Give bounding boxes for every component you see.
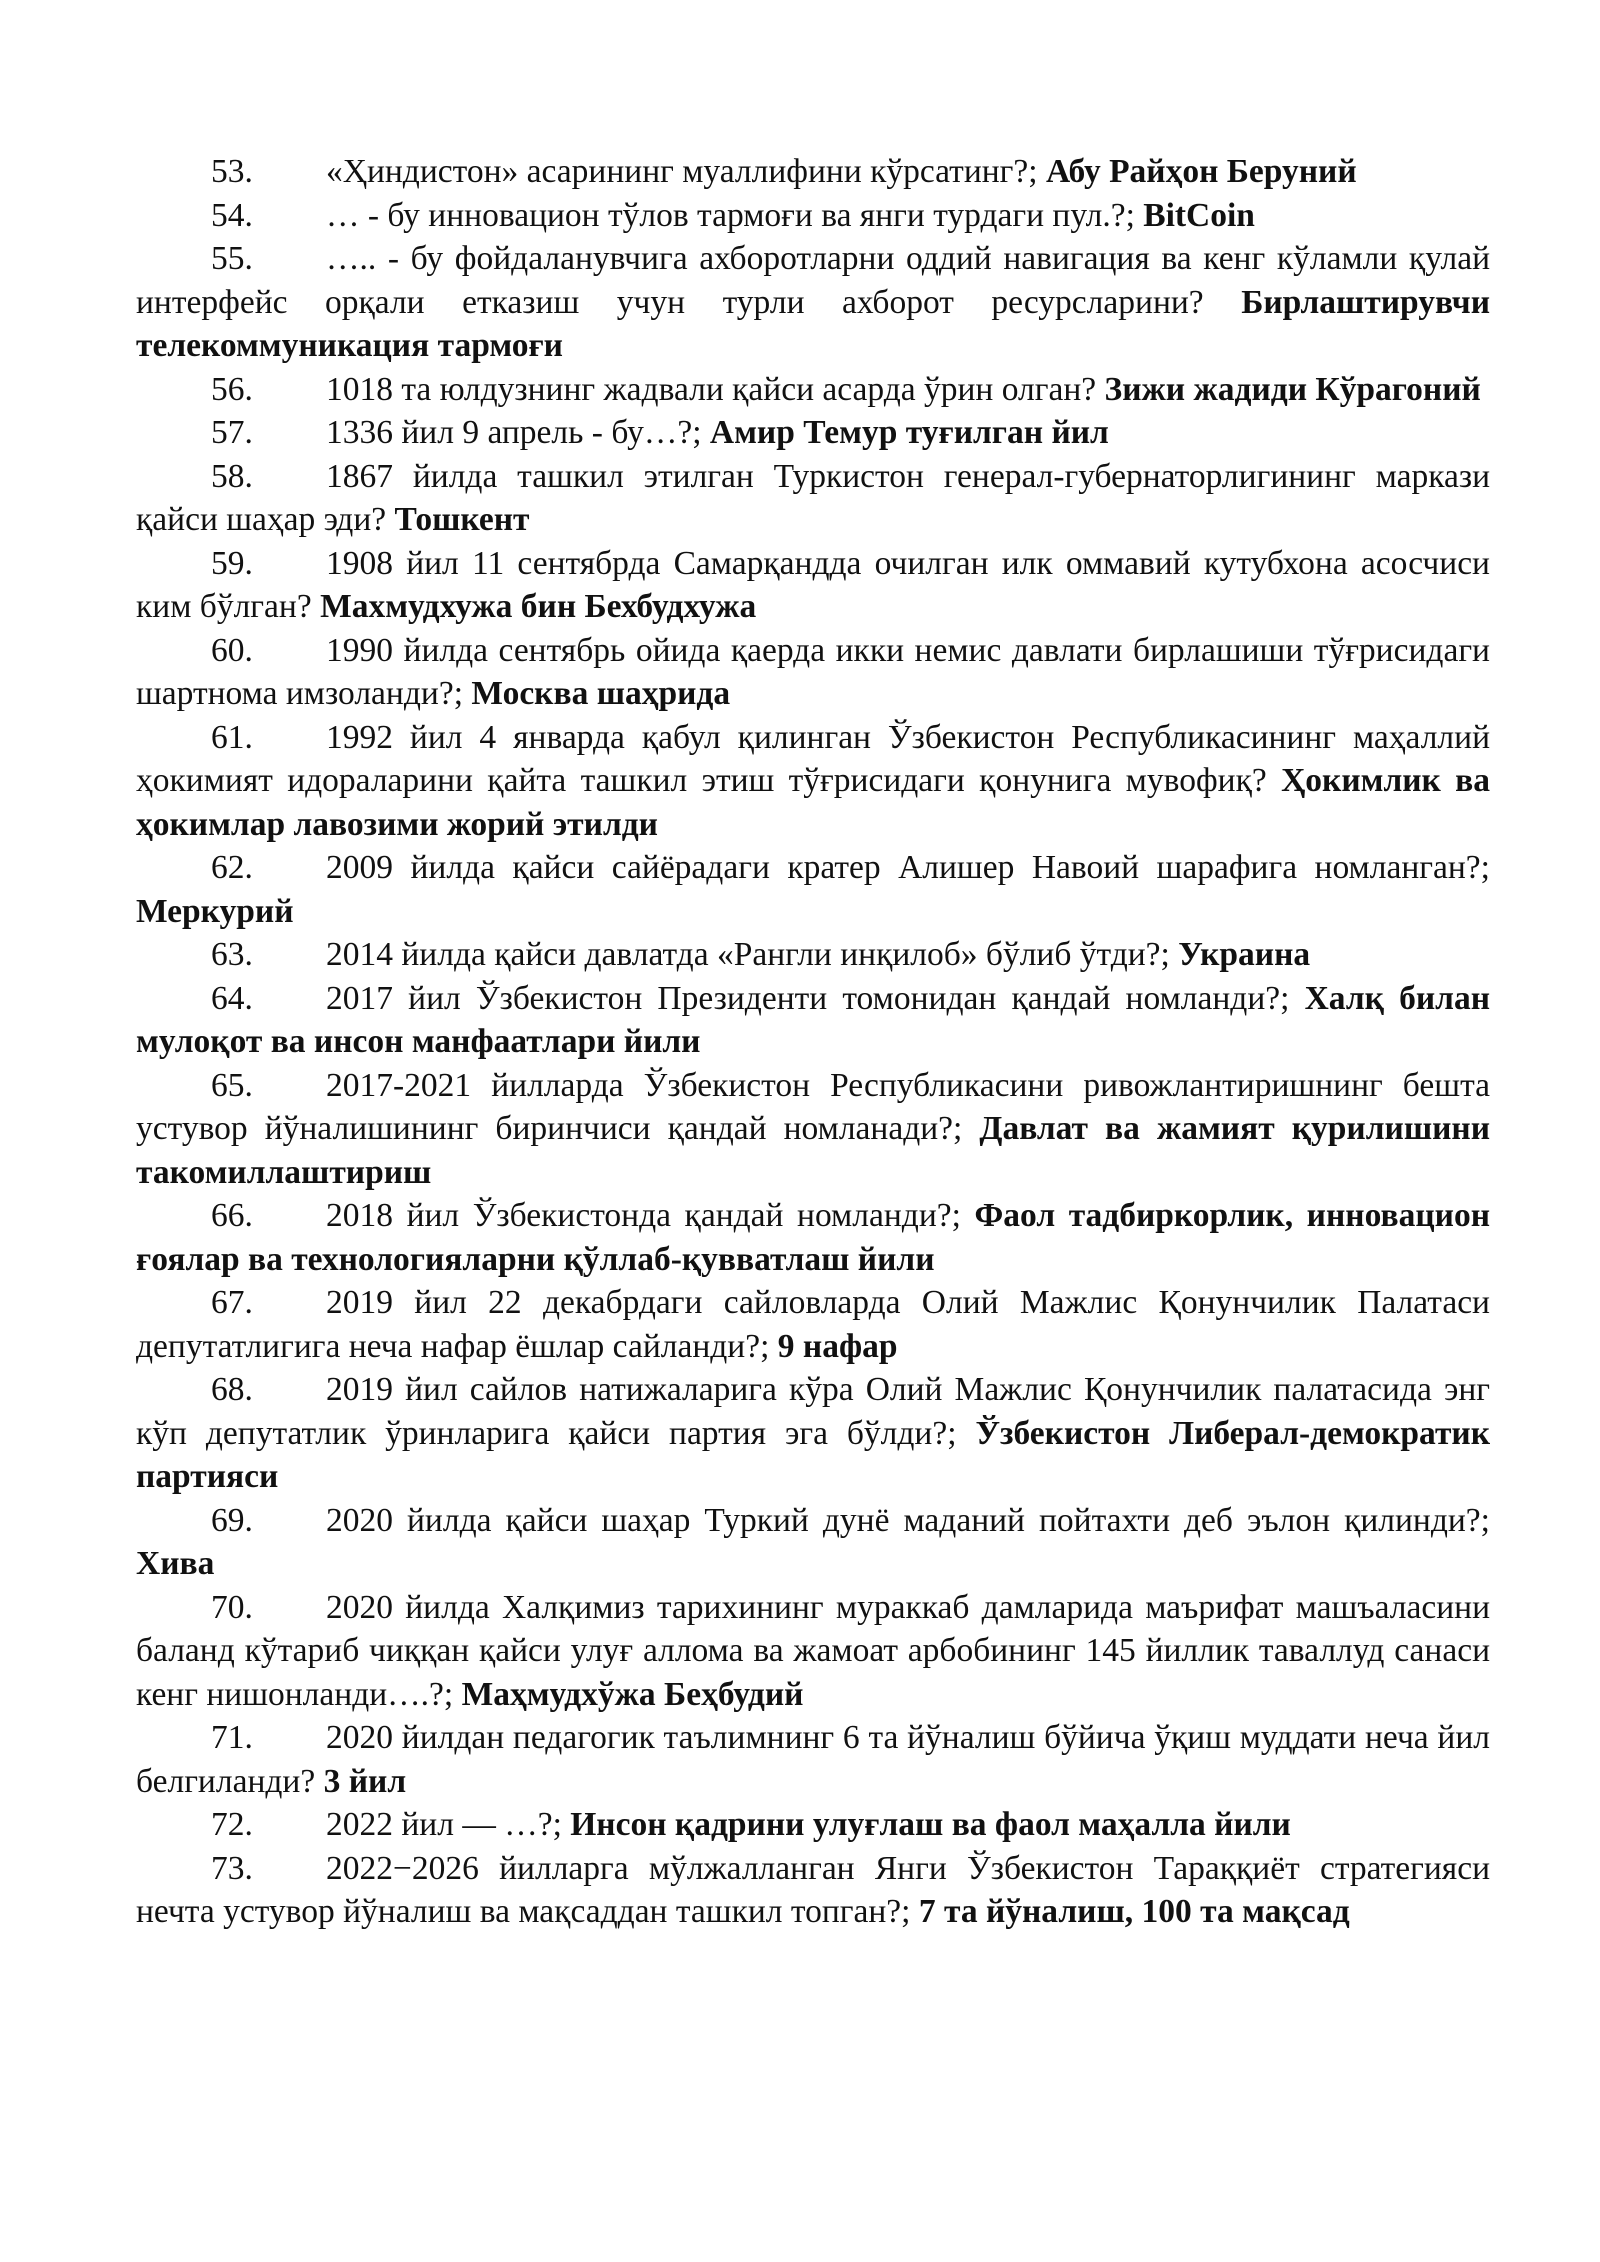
item-question: 2009 йилда қайси сайёрадаги кратер Алишер Навоий шарафига номланган?; bbox=[326, 849, 1490, 886]
list-item bbox=[136, 716, 1490, 847]
list-item bbox=[136, 411, 1490, 455]
list-item bbox=[136, 1803, 1490, 1847]
item-number: 53. bbox=[211, 153, 253, 190]
item-number: 61. bbox=[211, 718, 253, 756]
item-number: 73. bbox=[211, 1849, 253, 1887]
item-question: 1018 та юлдузнинг жадвали қайси асарда ўрин олган? bbox=[326, 370, 1097, 408]
item-number: 70. bbox=[211, 1588, 253, 1626]
item-answer: Зижи жадиди Кўрагоний bbox=[1104, 370, 1481, 408]
list-item bbox=[136, 1716, 1490, 1803]
item-number: 69. bbox=[211, 1501, 253, 1539]
item-number: 57. bbox=[211, 414, 253, 451]
item-number: 63. bbox=[211, 936, 253, 973]
list-item bbox=[136, 1064, 1490, 1195]
list-item bbox=[136, 194, 1490, 238]
item-answer: Хива bbox=[136, 1545, 215, 1582]
item-answer: Бирлаштирувчи телекоммуникация тармоғи bbox=[136, 283, 1490, 364]
item-answer: Амир Темур туғилган йил bbox=[709, 414, 1109, 451]
item-number: 60. bbox=[211, 631, 253, 669]
item-question: 2020 йилда қайси шаҳар Туркий дунё маданий пойтахти деб эълон қилинди?; bbox=[326, 1501, 1490, 1539]
item-question: 2020 йилдан педагогик таълимнинг 6 та йўналиш бўйича ўқиш муддати неча йил белгиланди? bbox=[136, 1719, 1490, 1800]
list-item bbox=[136, 1847, 1490, 1934]
item-question: 2018 йил Ўзбекистонда қандай номланди?; bbox=[326, 1197, 961, 1234]
item-question: 1336 йил 9 апрель - бу…?; bbox=[326, 414, 702, 451]
item-question: 1990 йилда сентябрь ойида қаерда икки немис давлати бирлашиши тўғрисидаги шартнома имзоланди?; bbox=[136, 631, 1490, 712]
item-answer: Халқ билан мулоқот ва инсон манфаатлари йили bbox=[136, 979, 1490, 1060]
list-item bbox=[136, 542, 1490, 629]
item-number: 66. bbox=[211, 1197, 253, 1234]
item-question: 2019 йил сайлов натижаларига кўра Олий Мажлис Қонунчилик палатасида энг кўп депутатлик ўринларига қайси партия эга бўлди?; bbox=[136, 1371, 1490, 1452]
item-question: 2022−2026 йилларга мўлжалланган Янги Ўзбекистон Тараққиёт стратегияси нечта устувор йўналиш ва мақсаддан ташкил топган?; bbox=[136, 1849, 1490, 1930]
item-question: 2020 йилда Халқимиз тарихининг мураккаб дамларида маърифат машъаласини баланд кўтариб чиққан қайси улуғ аллома ва жамоат арбобининг 145 йиллик таваллуд санаси кенг нишонланди….?; bbox=[136, 1588, 1490, 1713]
item-question: 2022 йил — …?; bbox=[326, 1806, 562, 1843]
list-item bbox=[136, 1368, 1490, 1499]
item-number: 55. bbox=[211, 240, 253, 277]
question-list bbox=[136, 150, 1490, 1934]
item-number: 64. bbox=[211, 979, 253, 1017]
list-item bbox=[136, 150, 1490, 194]
item-answer: Давлат ва жамият қурилишини такомиллаштириш bbox=[136, 1110, 1491, 1191]
item-answer: Ўзбекистон Либерал-демократик партияси bbox=[136, 1414, 1490, 1495]
item-answer: 9 нафар bbox=[777, 1327, 898, 1365]
item-number: 54. bbox=[211, 196, 253, 234]
item-answer: Ҳокимлик ва ҳокимлар лавозими жорий этилди bbox=[136, 762, 1491, 843]
item-number: 62. bbox=[211, 849, 253, 886]
item-number: 56. bbox=[211, 370, 253, 408]
list-item bbox=[136, 846, 1490, 933]
item-answer: Москва шаҳрида bbox=[471, 675, 731, 712]
item-question: … - бу инновацион тўлов тармоғи ва янги турдаги пул.?; bbox=[326, 196, 1135, 234]
item-question: 1908 йил 11 сентябрда Самарқандда очилган илк оммавий кутубхона асосчиси ким бўлган? bbox=[136, 544, 1490, 625]
item-answer: 3 йил bbox=[323, 1762, 407, 1800]
item-answer: 7 та йўналиш, 100 та мақсад bbox=[918, 1893, 1350, 1930]
list-item bbox=[136, 977, 1490, 1064]
item-question: 2017 йил Ўзбекистон Президенти томонидан қандай номланди?; bbox=[326, 979, 1290, 1017]
item-number: 67. bbox=[211, 1284, 253, 1321]
item-question: ….. - бу фойдаланувчига ахборотларни оддий навигация ва кенг кўламли қулай интерфейс орқали етказиш учун турли ахборот ресурсларини? bbox=[136, 240, 1490, 321]
list-item bbox=[136, 629, 1490, 716]
item-answer: Инсон қадрини улуғлаш ва фаол маҳалла йили bbox=[570, 1806, 1291, 1843]
item-answer: Махмудхужа бин Бехбудхужа bbox=[320, 588, 757, 625]
item-number: 71. bbox=[211, 1719, 253, 1756]
item-number: 65. bbox=[211, 1066, 253, 1104]
list-item bbox=[136, 1586, 1490, 1717]
item-question: 1867 йилда ташкил этилган Туркистон генерал-губернаторлигининг маркази қайси шаҳар эди? bbox=[136, 457, 1490, 538]
list-item bbox=[136, 1499, 1490, 1586]
item-answer: Фаол тадбиркорлик, инновацион ғоялар ва технологияларни қўллаб-қувватлаш йили bbox=[136, 1197, 1490, 1278]
item-answer: Абу Райҳон Беруний bbox=[1045, 153, 1357, 190]
item-answer: BitCoin bbox=[1143, 196, 1255, 234]
item-answer: Украина bbox=[1178, 936, 1311, 973]
list-item bbox=[136, 1194, 1490, 1281]
item-question: 2014 йилда қайси давлатда «Рангли инқилоб» бўлиб ўтди?; bbox=[326, 936, 1170, 973]
list-item bbox=[136, 368, 1490, 412]
list-item bbox=[136, 455, 1490, 542]
item-number: 72. bbox=[211, 1806, 253, 1843]
item-answer: Меркурий bbox=[136, 892, 294, 930]
item-question: 2019 йил 22 декабрдаги сайловларда Олий Мажлис Қонунчилик Палатаси депутатлигига неча нафар ёшлар сайланди?; bbox=[136, 1284, 1490, 1365]
list-item bbox=[136, 1281, 1490, 1368]
item-answer: Тошкент bbox=[394, 501, 530, 538]
item-answer: Маҳмудхўжа Беҳбудий bbox=[461, 1675, 804, 1713]
list-item bbox=[136, 933, 1490, 977]
item-question: «Ҳиндистон» асарининг муаллифини кўрсатинг?; bbox=[326, 153, 1038, 190]
item-question: 2017-2021 йилларда Ўзбекистон Республикасини ривожлантиришнинг бешта устувор йўналишининг биринчиси қандай номланади?; bbox=[136, 1066, 1490, 1147]
item-question: 1992 йил 4 январда қабул қилинган Ўзбекистон Республикасининг маҳаллий ҳокимият идораларини қайта ташкил этиш тўғрисидаги қонунига мувофиқ? bbox=[136, 718, 1490, 799]
list-item bbox=[136, 237, 1490, 368]
item-number: 59. bbox=[211, 544, 253, 582]
item-number: 58. bbox=[211, 457, 253, 495]
item-number: 68. bbox=[211, 1371, 253, 1408]
